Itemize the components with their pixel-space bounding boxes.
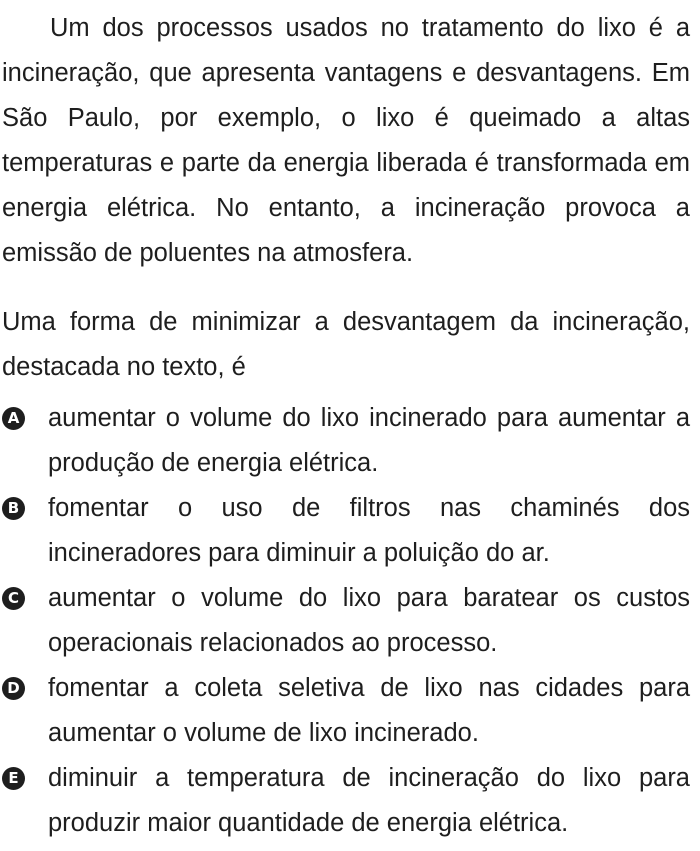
option-c-text: aumentar o volume do lixo para baratear os custos operacionais relacionados ao processo. [48,584,690,657]
option-d-text: fomentar a coleta seletiva de lixo nas cidades para aumentar o volume de lixo incinerado. [48,674,690,747]
answer-options [2,396,690,846]
question-stem-text: Uma forma de minimizar a desvantagem da incineração, destacada no texto, é [2,308,690,381]
option-c[interactable] [2,576,690,666]
option-e-letter-badge: E [2,767,25,790]
option-b-letter-badge: B [2,497,25,520]
option-a-letter-badge: A [2,407,25,430]
option-e-text: diminuir a temperatura de incineração do lixo para produzir maior quantidade de energia elétrica. [48,764,690,837]
option-a[interactable] [2,396,690,486]
option-e[interactable] [2,756,690,846]
option-a-text: aumentar o volume do lixo incinerado para aumentar a produção de energia elétrica. [48,404,690,477]
option-d[interactable] [2,666,690,756]
option-b-text: fomentar o uso de filtros nas chaminés dos incineradores para diminuir a poluição do ar. [48,494,690,567]
option-b[interactable] [2,486,690,576]
option-d-letter-badge: D [2,677,25,700]
question-intro-text: Um dos processos usados no tratamento do lixo é a incineração, que apresenta vantagens e desvantagens. Em São Paulo, por exemplo, o lixo é queimado a altas temperaturas e parte da energia liberada é transformada em energia elétrica. No entanto, a incineração provoca a emissão de poluentes na atmosfera. [2,14,690,267]
option-c-letter-badge: C [2,587,25,610]
